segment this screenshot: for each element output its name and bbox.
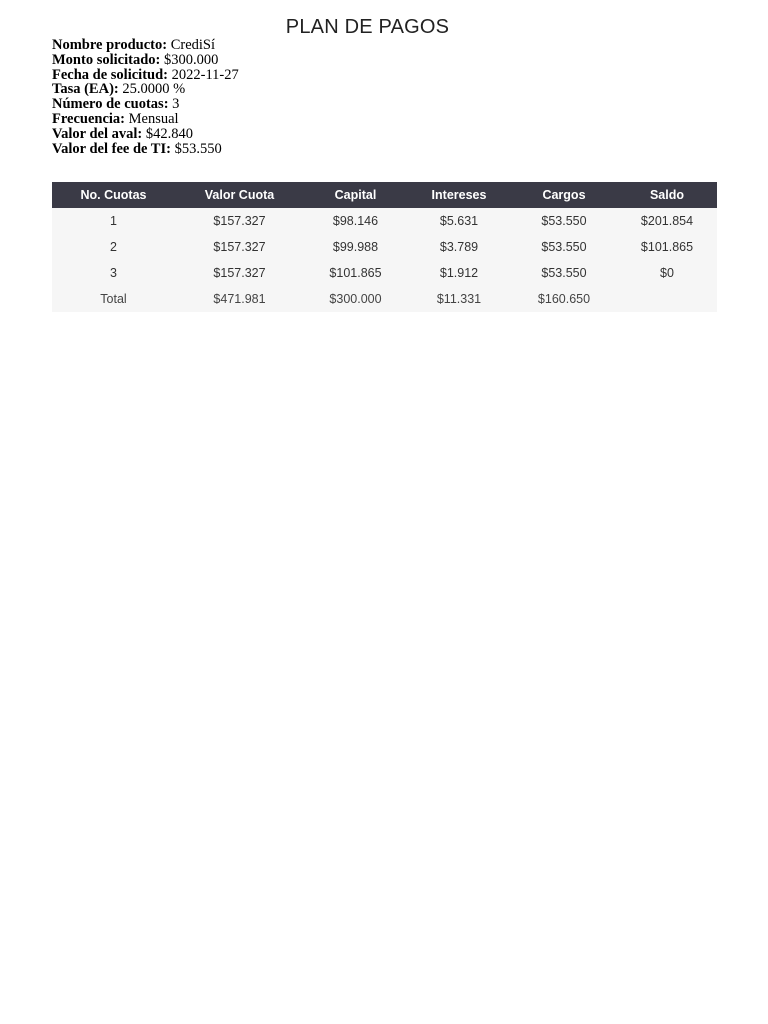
total-interest: $11.331 xyxy=(436,292,482,306)
table-cell: $53.550 xyxy=(541,240,587,254)
total-capital: $300.000 xyxy=(329,292,382,306)
info-value: 25.0000 % xyxy=(122,81,186,98)
table-cell: $53.550 xyxy=(541,266,587,280)
table-cell: $157.327 xyxy=(213,214,266,228)
table-cell: 3 xyxy=(110,266,117,280)
table-cell: $5.631 xyxy=(439,214,479,228)
loan-info xyxy=(52,38,239,156)
info-label: Fecha de solicitud: xyxy=(52,66,168,83)
total-installment-value: $471.981 xyxy=(213,292,266,306)
column-header-installment-number: No. Cuotas xyxy=(80,188,147,202)
info-row-requested-amount xyxy=(52,53,239,68)
total-charges: $160.650 xyxy=(537,292,591,306)
table-cell: $1.912 xyxy=(439,266,479,280)
page-title: PLAN DE PAGOS xyxy=(285,16,450,38)
table-cell: $201.854 xyxy=(640,214,694,228)
info-label: Valor del aval: xyxy=(52,125,143,142)
info-value: $42.840 xyxy=(145,125,193,142)
info-label: Monto solicitado: xyxy=(52,51,161,68)
info-value: CrediSí xyxy=(170,37,215,53)
info-row-rate xyxy=(52,82,239,97)
payment-plan-table xyxy=(52,182,717,312)
info-row-installments xyxy=(52,97,239,112)
table-cell: 1 xyxy=(110,214,117,228)
info-row-request-date xyxy=(52,68,239,83)
column-header-interest: Intereses xyxy=(431,188,487,202)
table-row xyxy=(52,260,717,286)
info-row-ti-fee xyxy=(52,142,239,157)
info-value: 3 xyxy=(172,96,180,113)
table-header-row xyxy=(52,182,717,208)
table-cell: $99.988 xyxy=(332,240,379,254)
table-row xyxy=(52,208,717,234)
info-value: 2022-11-27 xyxy=(171,66,239,83)
column-header-balance: Saldo xyxy=(649,188,685,202)
info-label: Valor del fee de TI: xyxy=(52,140,171,157)
table-total-row xyxy=(52,286,717,312)
info-row-guarantee xyxy=(52,127,239,142)
table-cell: $101.865 xyxy=(329,266,382,280)
table-cell: 2 xyxy=(110,240,117,254)
info-label: Número de cuotas: xyxy=(52,96,169,113)
total-balance xyxy=(617,286,717,312)
info-value: $300.000 xyxy=(163,51,219,68)
info-row-product-name xyxy=(52,38,239,53)
info-row-frequency xyxy=(52,112,239,127)
table-cell: $157.327 xyxy=(213,266,266,280)
table-cell: $157.327 xyxy=(213,240,266,254)
info-label: Tasa (EA): xyxy=(52,81,119,98)
table-row xyxy=(52,234,717,260)
info-value: Mensual xyxy=(128,110,179,127)
table-cell: $101.865 xyxy=(640,240,694,254)
table-cell: $0 xyxy=(660,266,674,280)
column-header-installment-value: Valor Cuota xyxy=(204,188,275,202)
table-cell: $98.146 xyxy=(332,214,379,228)
table-cell: $3.789 xyxy=(439,240,479,254)
info-label: Frecuencia: xyxy=(52,110,126,127)
column-header-capital: Capital xyxy=(334,188,377,202)
info-value: $53.550 xyxy=(174,140,222,157)
column-header-charges: Cargos xyxy=(542,188,586,202)
total-label: Total xyxy=(100,292,127,306)
info-label: Nombre producto: xyxy=(52,37,168,53)
table-cell: $53.550 xyxy=(541,214,587,228)
